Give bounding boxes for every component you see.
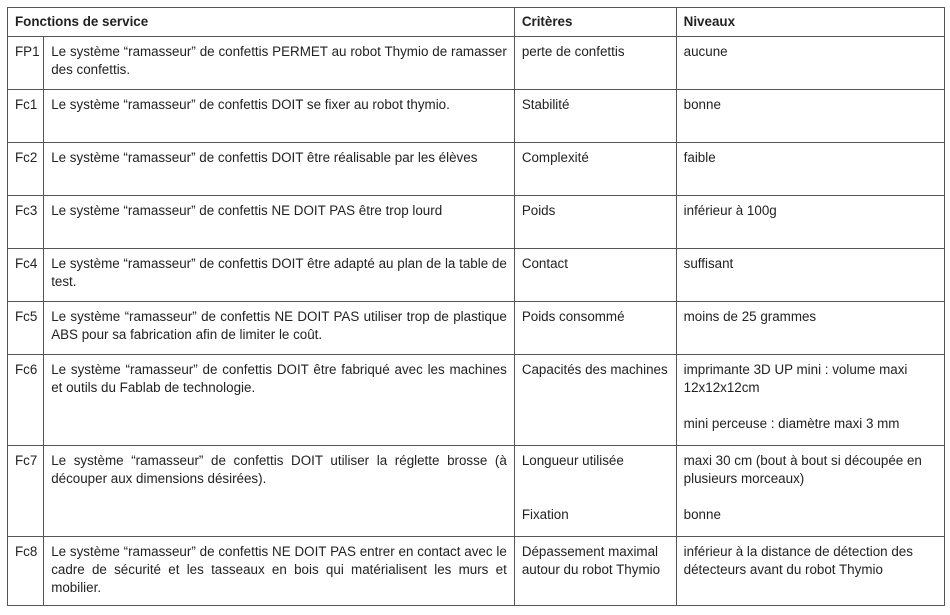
criterion (514, 90, 676, 143)
criterion-text: perte de confettis (521, 44, 625, 59)
function-description: Le système “ramasseur” de confettis NE DOIT PAS être trop lourd (44, 196, 515, 249)
function-description: Le système “ramasseur” de confettis PERMET au robot Thymio de ramasser des confettis. (44, 37, 515, 90)
level (676, 446, 944, 537)
criterion-text: Longueur utilisée (521, 453, 624, 468)
function-description: Le système “ramasseur” de confettis NE DOIT PAS utiliser trop de plastique ABS pour sa fabrication afin de limiter le coût. (44, 302, 515, 355)
level-text: suffisant (683, 256, 734, 271)
table-row (8, 90, 945, 143)
header-niveaux: Niveaux (676, 8, 944, 37)
level (676, 537, 944, 606)
level (676, 196, 944, 249)
header-row (8, 8, 945, 37)
function-description: Le système “ramasseur” de confettis DOIT être fabriqué avec les machines et outils du Fablab de technologie. (44, 355, 515, 446)
criterion (514, 37, 676, 90)
level-text: faible (683, 150, 716, 165)
level-text: maxi 30 cm (bout à bout si découpée en plusieurs morceaux) (683, 453, 922, 486)
table-row (8, 537, 945, 606)
level-text: mini perceuse : diamètre maxi 3 mm (683, 416, 900, 431)
function-id: Fc5 (8, 302, 44, 355)
function-id: Fc8 (8, 537, 44, 606)
criterion-text: Stabilité (521, 97, 570, 112)
level (676, 37, 944, 90)
level (676, 143, 944, 196)
table-row (8, 196, 945, 249)
header-fonctions: Fonctions de service (8, 8, 515, 37)
criterion (514, 355, 676, 446)
criterion-text: Complexité (521, 150, 589, 165)
table-row (8, 37, 945, 90)
criterion (514, 143, 676, 196)
criterion-text: Dépassement maximal autour du robot Thymio (521, 544, 661, 577)
function-id: FP1 (8, 37, 44, 90)
header-criteres: Critères (514, 8, 676, 37)
level-text: bonne (683, 97, 721, 112)
level (676, 249, 944, 302)
level-text: bonne (683, 507, 721, 522)
level (676, 355, 944, 446)
functions-table (7, 7, 945, 606)
function-description: Le système “ramasseur” de confettis DOIT être adapté au plan de la table de test. (44, 249, 515, 302)
criterion-text: Contact (521, 256, 568, 271)
criterion-text: Poids consommé (521, 309, 625, 324)
function-id: Fc6 (8, 355, 44, 446)
level-text: inférieur à la distance de détection des détecteurs avant du robot Thymio (683, 544, 913, 577)
criterion-text: Capacités des machines (521, 362, 668, 377)
criterion (514, 302, 676, 355)
criterion (514, 249, 676, 302)
level (676, 90, 944, 143)
criterion (514, 196, 676, 249)
table-row (8, 249, 945, 302)
function-description: Le système “ramasseur” de confettis DOIT utiliser la réglette brosse (à découper aux dimensions désirées). (44, 446, 515, 537)
level-text: moins de 25 grammes (683, 309, 817, 324)
function-description: Le système “ramasseur” de confettis DOIT se fixer au robot thymio. (44, 90, 515, 143)
level-text: aucune (683, 44, 728, 59)
level-text: imprimante 3D UP mini : volume maxi 12x12x12cm (683, 362, 908, 395)
function-id: Fc2 (8, 143, 44, 196)
table-row (8, 446, 945, 537)
function-description: Le système “ramasseur” de confettis NE DOIT PAS entrer en contact avec le cadre de sécurité et les tasseaux en bois qui matérialisent les murs et mobilier. (44, 537, 515, 606)
table-row (8, 143, 945, 196)
function-id: Fc7 (8, 446, 44, 537)
criterion-text: Fixation (521, 507, 569, 522)
criterion-text: Poids (521, 203, 556, 218)
level (676, 302, 944, 355)
function-id: Fc4 (8, 249, 44, 302)
level-text: inférieur à 100g (683, 203, 777, 218)
function-id: Fc3 (8, 196, 44, 249)
function-description: Le système “ramasseur” de confettis DOIT être réalisable par les élèves (44, 143, 515, 196)
criterion (514, 537, 676, 606)
function-id: Fc1 (8, 90, 44, 143)
criterion (514, 446, 676, 537)
table-row (8, 355, 945, 446)
table-row (8, 302, 945, 355)
